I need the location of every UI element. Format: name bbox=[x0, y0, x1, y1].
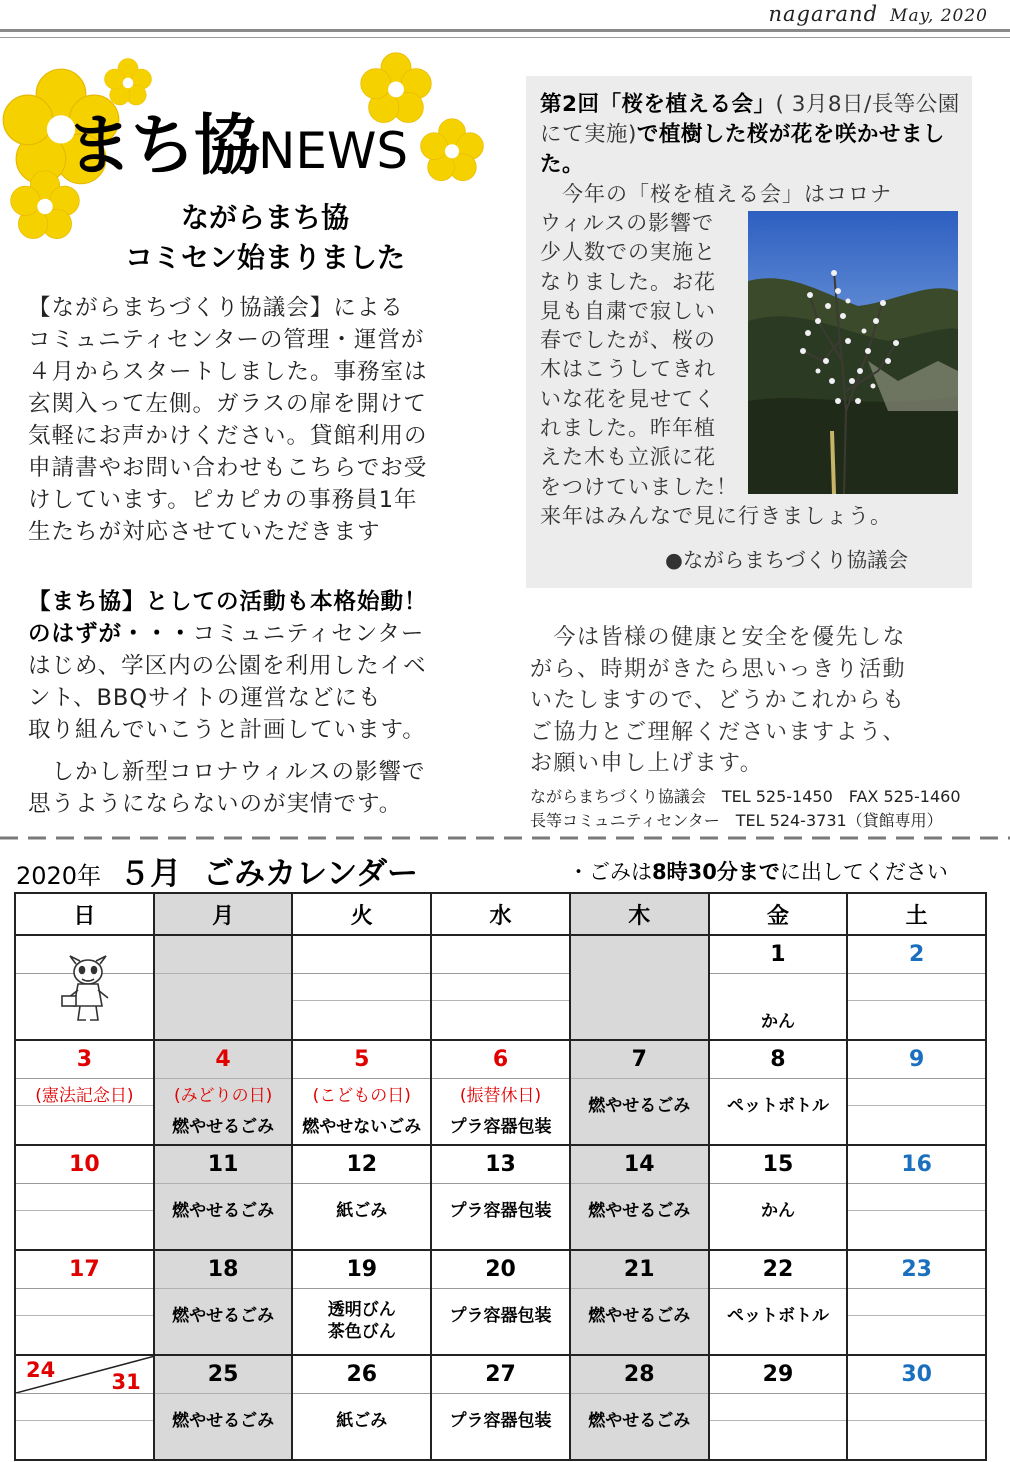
news-title-en: NEWS bbox=[258, 122, 409, 180]
text-line: 思うようにならないのが実情です。 bbox=[28, 791, 403, 817]
calendar-day-cell bbox=[710, 1146, 849, 1251]
calendar-month: ５月 bbox=[119, 856, 182, 892]
calendar-day-cell bbox=[848, 1041, 987, 1146]
calendar-day-cell bbox=[155, 1041, 294, 1146]
day-number: 2 bbox=[909, 942, 925, 967]
waste-type: プラ容器包装 bbox=[449, 1306, 552, 1326]
calendar-week-row bbox=[16, 1146, 987, 1251]
weekday-sun: 日 bbox=[16, 894, 155, 936]
flower-icon bbox=[420, 118, 484, 182]
calendar-day-cell bbox=[571, 936, 710, 1041]
day-number: 18 bbox=[207, 1257, 239, 1282]
calendar-day-cell bbox=[155, 1146, 294, 1251]
text-line: けしています。ピカピカの事務員1年 bbox=[28, 487, 418, 513]
waste-type: 燃やせるごみ bbox=[172, 1117, 275, 1137]
text-line: 気軽にお声かけください。貸館利用の bbox=[28, 423, 428, 449]
calendar-day-cell bbox=[16, 936, 155, 1041]
day-number: 29 bbox=[762, 1362, 794, 1387]
text-line: ント、BBQサイトの運営などにも bbox=[28, 685, 382, 711]
calendar-day-cell bbox=[710, 1041, 849, 1146]
day-number: 23 bbox=[901, 1257, 932, 1282]
sakura-title-date: ( 3月8日/長等公園にて実施) bbox=[540, 92, 960, 147]
text-line: 玄関入って左側。ガラスの扉を開けて bbox=[28, 391, 427, 417]
sakura-title-bold: 第2回「桜を植える会」 bbox=[540, 92, 776, 117]
day-number: 1 bbox=[770, 942, 786, 967]
text-line: れました。昨年植 bbox=[540, 416, 716, 441]
calendar-day-cell bbox=[432, 1356, 571, 1461]
weekday-sat: 土 bbox=[848, 894, 987, 936]
day-number: 13 bbox=[485, 1152, 516, 1177]
day-number: 3 bbox=[76, 1047, 93, 1072]
text-line: ウィルスの影響で bbox=[540, 211, 715, 235]
calendar-day-cell bbox=[16, 1251, 155, 1356]
holiday-label: (憲法記念日) bbox=[35, 1086, 134, 1106]
calendar-day-cell bbox=[848, 1146, 987, 1251]
dashed-divider bbox=[0, 834, 1010, 842]
calendar-day-cell bbox=[432, 1251, 571, 1356]
sakura-lead: 今年の「桜を植える会」はコロナ bbox=[540, 182, 892, 206]
day-number: 20 bbox=[485, 1257, 516, 1282]
text-line: 木はこうしてきれ bbox=[540, 357, 716, 382]
calendar-heading: ごみカレンダー bbox=[203, 856, 419, 892]
calendar-day-cell bbox=[293, 936, 432, 1041]
day-number: 26 bbox=[346, 1362, 378, 1387]
text-line: をつけていました！ bbox=[540, 474, 738, 499]
day-number: 31 bbox=[111, 1370, 141, 1394]
day-number: 4 bbox=[215, 1047, 231, 1072]
text-line: ご協力とご理解くださいますよう、 bbox=[530, 719, 907, 745]
calendar-note bbox=[568, 856, 948, 886]
calendar-day-cell bbox=[571, 1146, 710, 1251]
text-line: 申請書やお問い合わせもこちらでお受 bbox=[28, 455, 428, 481]
day-number: 17 bbox=[69, 1257, 100, 1282]
waste-type: 燃やせるごみ bbox=[588, 1201, 691, 1221]
text-span: コミュニティセンター bbox=[192, 621, 425, 647]
calendar-week-row bbox=[16, 936, 987, 1041]
text-line: 今は皆様の健康と安全を優先しな bbox=[530, 625, 907, 650]
calendar-day-cell bbox=[293, 1146, 432, 1251]
calendar-day-cell bbox=[155, 1251, 294, 1356]
holiday-label: (こどもの日) bbox=[312, 1086, 411, 1106]
waste-type: ペットボトル bbox=[726, 1306, 829, 1326]
calendar-day-cell bbox=[432, 1146, 571, 1251]
waste-type: プラ容器包装 bbox=[449, 1201, 552, 1221]
day-number: 11 bbox=[207, 1152, 239, 1177]
headline-line-1: ながらまち協 bbox=[180, 201, 349, 234]
weekday-fri: 金 bbox=[710, 894, 849, 936]
text-line: がら、時期がきたら思いっきり活動 bbox=[530, 656, 907, 682]
note-time: 8時30分まで bbox=[652, 860, 780, 884]
day-number: 16 bbox=[901, 1152, 932, 1177]
contact-council: ながらまちづくり協議会 TEL 525-1450 FAX 525-1460 bbox=[530, 787, 961, 806]
waste-type: 燃やせるごみ bbox=[172, 1201, 275, 1221]
calendar-year: 2020年 bbox=[16, 862, 102, 890]
corona-paragraph bbox=[28, 756, 508, 820]
waste-type: 紙ごみ bbox=[336, 1411, 388, 1431]
day-number: 9 bbox=[909, 1047, 925, 1072]
activity-paragraph bbox=[28, 586, 508, 746]
calendar-day-cell bbox=[571, 1251, 710, 1356]
calendar-day-cell bbox=[16, 1041, 155, 1146]
masthead bbox=[768, 2, 988, 26]
calendar-day-cell bbox=[710, 1356, 849, 1461]
text-span-bold: のはずが・・・ bbox=[28, 621, 193, 647]
news-title bbox=[66, 92, 408, 187]
weekday-thu: 木 bbox=[571, 894, 710, 936]
waste-type: 紙ごみ bbox=[336, 1201, 388, 1221]
intro-paragraph bbox=[28, 292, 498, 548]
day-number: 24 bbox=[26, 1358, 56, 1382]
waste-type: 燃やせないごみ bbox=[302, 1117, 422, 1137]
day-number: 7 bbox=[631, 1047, 647, 1072]
waste-type: かん bbox=[760, 1201, 795, 1221]
calendar-week-row bbox=[16, 1041, 987, 1146]
weekday-tue: 火 bbox=[293, 894, 432, 936]
sakura-title-bold-2: で植樹した桜が花を咲かせました。 bbox=[540, 122, 945, 177]
text-line: 【ながらまちづくり協議会】による bbox=[28, 295, 404, 321]
text-line: お願い申し上げます。 bbox=[530, 751, 764, 776]
waste-type: プラ容器包装 bbox=[449, 1117, 552, 1137]
text-line: 生たちが対応させていただきます bbox=[28, 519, 381, 545]
text-line: なりました。お花 bbox=[540, 269, 716, 294]
calendar-day-cell bbox=[16, 1356, 155, 1461]
day-number: 8 bbox=[770, 1047, 786, 1072]
calendar-day-cell bbox=[293, 1356, 432, 1461]
note-text: に出してください bbox=[779, 860, 948, 884]
calendar-day-cell bbox=[432, 936, 571, 1041]
headline-line-2: コミセン始まりました bbox=[124, 241, 405, 274]
calendar-weeks bbox=[16, 936, 987, 1461]
waste-type: かん bbox=[760, 1012, 795, 1032]
calendar-day-cell bbox=[571, 1041, 710, 1146]
waste-type: 燃やせるごみ bbox=[172, 1411, 275, 1431]
text-line: えた木も立派に花 bbox=[540, 445, 716, 470]
text-line: 取り組んでいこうと計画しています。 bbox=[28, 717, 426, 743]
calendar-day-cell bbox=[710, 936, 849, 1041]
day-number: 21 bbox=[623, 1257, 655, 1282]
day-number: 27 bbox=[485, 1362, 516, 1387]
waste-type: 燃やせるごみ bbox=[588, 1096, 691, 1116]
day-number: 25 bbox=[207, 1362, 239, 1387]
day-number: 6 bbox=[492, 1047, 509, 1072]
garbage-calendar bbox=[14, 892, 987, 1461]
weekday-mon: 月 bbox=[155, 894, 294, 936]
text-line: ４月からスタートしました。事務室は bbox=[28, 359, 428, 385]
text-line-bold: 【まち協】としての活動も本格始動！ bbox=[28, 589, 428, 615]
sakura-title bbox=[540, 90, 960, 180]
closing-paragraph bbox=[530, 622, 980, 780]
text-line: いたしますので、どうかこれからも bbox=[530, 688, 906, 713]
cherry-tree-photo bbox=[748, 211, 958, 494]
text-line: いな花を見せてく bbox=[540, 386, 716, 411]
calendar-day-cell bbox=[710, 1251, 849, 1356]
waste-type: 燃やせるごみ bbox=[588, 1306, 691, 1326]
calendar-day-cell bbox=[293, 1041, 432, 1146]
day-number: 28 bbox=[623, 1362, 655, 1387]
calendar-day-cell bbox=[848, 936, 987, 1041]
day-number: 14 bbox=[623, 1152, 655, 1177]
sakura-last-line: 来年はみんなで見に行きましょう。 bbox=[540, 504, 892, 528]
waste-type: プラ容器包装 bbox=[449, 1411, 552, 1431]
calendar-day-cell bbox=[848, 1251, 987, 1356]
masthead-rule bbox=[0, 26, 1010, 40]
text-line: 少人数での実施と bbox=[540, 240, 716, 265]
waste-type: 燃やせるごみ bbox=[172, 1306, 275, 1326]
mascot-icon bbox=[60, 952, 116, 1026]
calendar-day-cell bbox=[848, 1356, 987, 1461]
calendar-title bbox=[16, 848, 418, 893]
calendar-week-row bbox=[16, 1251, 987, 1356]
waste-type: 透明びん 茶色びん bbox=[327, 1300, 396, 1342]
sakura-signature: ●ながらまちづくり協議会 bbox=[665, 548, 909, 572]
day-number: 15 bbox=[762, 1152, 794, 1177]
day-number: 10 bbox=[69, 1152, 100, 1177]
day-number: 22 bbox=[762, 1257, 794, 1282]
weekday-header-row bbox=[16, 894, 987, 936]
text-line: しかし新型コロナウィルスの影響で bbox=[28, 759, 426, 785]
calendar-day-cell bbox=[432, 1041, 571, 1146]
holiday-label: (振替休日) bbox=[459, 1086, 542, 1106]
day-number: 5 bbox=[354, 1047, 370, 1072]
calendar-day-cell bbox=[155, 936, 294, 1041]
contact-center: 長等コミュニティセンター TEL 524-3731（貸館専用） bbox=[530, 811, 943, 830]
text-line: コミュニティセンターの管理・運営が bbox=[28, 327, 425, 353]
text-line: 春でしたが、桜の bbox=[540, 328, 716, 353]
sakura-body bbox=[540, 209, 750, 502]
text-line: はじめ、学区内の公園を利用したイベ bbox=[28, 653, 427, 679]
holiday-label: (みどりの日) bbox=[173, 1086, 273, 1106]
day-number: 30 bbox=[901, 1362, 932, 1387]
calendar-day-cell bbox=[293, 1251, 432, 1356]
news-title-jp: まち協 bbox=[66, 107, 258, 184]
day-number: 19 bbox=[346, 1257, 378, 1282]
calendar-day-cell bbox=[571, 1356, 710, 1461]
masthead-date: May, 2020 bbox=[890, 6, 988, 26]
masthead-brand: nagarand bbox=[768, 2, 879, 26]
calendar-day-cell bbox=[155, 1356, 294, 1461]
waste-type: ペットボトル bbox=[726, 1096, 829, 1116]
note-text: ・ごみは bbox=[568, 860, 652, 884]
weekday-wed: 水 bbox=[432, 894, 571, 936]
day-number: 12 bbox=[346, 1152, 378, 1177]
text-line: 見も自粛で寂しい bbox=[540, 298, 716, 323]
calendar-day-cell bbox=[16, 1146, 155, 1251]
waste-type: 燃やせるごみ bbox=[588, 1411, 691, 1431]
calendar-week-row bbox=[16, 1356, 987, 1461]
